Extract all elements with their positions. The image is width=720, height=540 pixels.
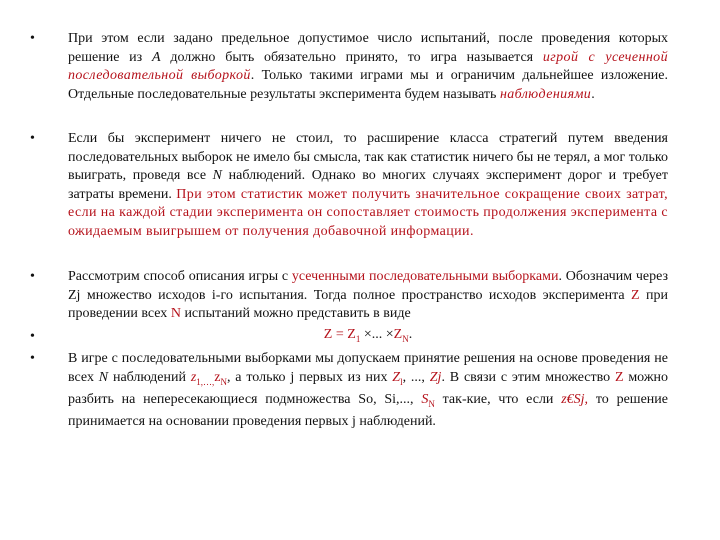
p5-sub-l: l (400, 376, 403, 387)
p5-zs: z€Sj, (561, 391, 589, 407)
p5-text-3: , а только j первых из них (226, 369, 393, 385)
p2-text-2: наблюдений. Однако во многих случаях эксперимент дорог и требует затраты времени. (68, 168, 668, 202)
p5-sub-n: N (220, 376, 227, 387)
p5-zj: Zj (429, 369, 442, 385)
p5-text-8: то решение принимается на основании проведения первых j наблюдений. (68, 391, 668, 430)
formula-end: . (408, 327, 413, 342)
p2-text-1: Если бы эксперимент ничего не стоил, то расширение класса стратегий путем введения последовательных выборок не имело бы смысла, так как статистик ничего бы не терял, а мог только выиграть, проведя все (68, 131, 668, 184)
bullet-5: • (30, 351, 35, 366)
paragraph-sequential-game-definition (68, 30, 668, 104)
p3-term-truncated-samples: усеченными последовательными выборками (291, 269, 559, 284)
p5-sn: S (421, 391, 429, 407)
p3-text-3: при проведении всех (68, 287, 668, 322)
p1-text-1: При этом если задано предельное допустимое число испытаний, после проведения которых решение из (68, 31, 668, 65)
formula-times: ×... × (360, 327, 394, 342)
p3-n: N (170, 306, 181, 322)
p3-text-1: Рассмотрим способ описания игры с (68, 269, 292, 284)
p5-text-6: можно разбить на непересекающиеся подмножества So, Si,..., (68, 369, 668, 407)
p5-z1: z (190, 369, 197, 385)
p5-z: Z (614, 369, 624, 385)
bullet-1: • (30, 31, 35, 46)
p1-text-2: должно быть обязательно принято, то игра называется (160, 49, 543, 65)
paragraph-subset-partition (68, 350, 668, 432)
p3-z: Z (631, 287, 640, 303)
formula-sub-n: N (402, 333, 409, 344)
bullet-4: • (30, 329, 35, 344)
bullet-3: • (30, 269, 35, 284)
p5-sub-sn: N (428, 398, 435, 409)
p2-highlight-savings: При этом статистик может получить значительное сокращение своих затрат, если на каждой стадии эксперимента он сопоставляет стоимость продолжения эксперимента с ожидаемым выигрышем от получения добавочной информации. (68, 186, 668, 239)
p3-text-4: испытаний можно представить в виде (180, 306, 411, 322)
p5-text-4: , ..., (402, 369, 430, 385)
bullet-2: • (30, 131, 35, 146)
p1-term-truncated-game: игрой с усеченной последовательной выборкой (68, 49, 668, 84)
p1-term-observations: наблюдениями (499, 86, 592, 102)
formula-product-space (68, 326, 668, 348)
p1-text-3: . Только такими играми мы и ограничим дальнейшее изложение. Отдельные последовательные результаты эксперимента будем называть (68, 68, 668, 102)
formula-eq: = (332, 327, 348, 342)
formula-z1: Z (347, 327, 356, 342)
p1-text-4: . (591, 86, 595, 102)
p5-text-7: так-кие, что если (434, 391, 562, 407)
p5-n: N (98, 369, 109, 385)
paragraph-outcome-space (68, 268, 668, 324)
p2-n: N (212, 168, 223, 184)
paragraph-experiment-cost (68, 130, 668, 242)
p5-zl: Z (392, 369, 401, 385)
p1-set-a: A (152, 49, 161, 65)
p5-text-1: В игре с последовательными выборками мы допускаем принятие решения на основе проведения не всех (68, 351, 668, 385)
p5-text-2: наблюдений (108, 369, 191, 385)
p5-text-5: . В связи с этим множество (441, 369, 615, 385)
p3-text-2: . Обозначим через Zj множество исходов i-го испытания. Тогда полное пространство исходов эксперимента (68, 269, 669, 303)
formula-zn: Z (393, 327, 403, 342)
p5-zn: z (214, 369, 221, 385)
p5-sub-1: 1,…, (196, 376, 215, 387)
formula-z: Z (323, 327, 333, 342)
formula-sub-1: 1 (355, 333, 361, 344)
